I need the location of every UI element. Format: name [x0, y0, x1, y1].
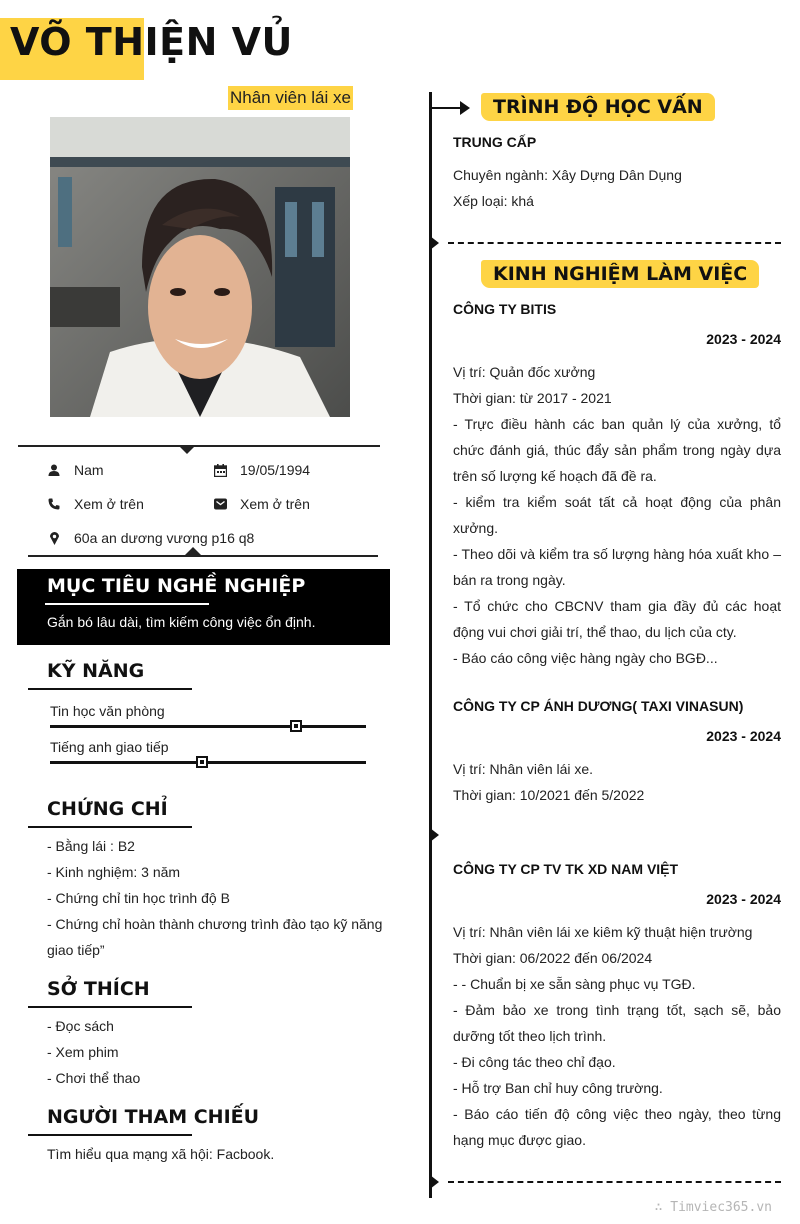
education-title: TRÌNH ĐỘ HỌC VẤN: [481, 93, 715, 121]
email-value: Xem ở trên: [240, 496, 310, 512]
map-pin-icon: [47, 531, 61, 545]
education-rank: Xếp loại: khá: [453, 193, 534, 209]
info-gender: [47, 462, 104, 478]
references-text: Tìm hiểu qua mạng xã hội: Facbook.: [47, 1146, 275, 1162]
job-line: - Theo dõi và kiểm tra số lượng hàng hóa xuất kho – bán ra trong ngày.: [453, 546, 781, 588]
certificate-item: - Kinh nghiệm: 3 năm: [47, 864, 181, 880]
objective-underline: [45, 603, 209, 605]
info-divider-top: [18, 445, 380, 447]
candidate-name: VÕ THIỆN VỦ: [10, 20, 293, 64]
timeline-line: [429, 92, 432, 1198]
skill-label: Tin học văn phòng: [50, 703, 165, 719]
job-line: Thời gian: 10/2021 đến 5/2022: [453, 787, 645, 803]
job-description: [453, 756, 781, 808]
timeline-marker: [430, 828, 439, 842]
skills-underline: [28, 688, 192, 690]
job-line: - Trực điều hành các ban quản lý của xưởng, tổ chức đánh giá, thúc đẩy sản phẩm trong ngày dựa trên số lượng kế hoạch đã đề ra.: [453, 416, 781, 484]
job-company: CÔNG TY BITIS: [453, 301, 557, 317]
timeline-arrow-head: [460, 101, 470, 115]
timeline-marker: [430, 1175, 439, 1189]
job-line: - Hỗ trợ Ban chỉ huy công trường.: [453, 1080, 663, 1096]
info-birthdate: [213, 462, 310, 478]
objective-text: Gắn bó lâu dài, tìm kiếm công việc ổn định.: [47, 614, 316, 630]
profile-photo-image: [50, 117, 350, 417]
info-divider-bottom: [28, 555, 378, 557]
certificate-item: - Chứng chỉ hoàn thành chương trình đào tạo kỹ năng giao tiếp”: [47, 916, 383, 958]
hobbies-heading: [28, 978, 192, 1008]
gender-value: Nam: [74, 462, 104, 478]
education-major: Chuyên ngành: Xây Dựng Dân Dụng: [453, 167, 682, 183]
education-details: [453, 162, 781, 214]
references-underline: [28, 1134, 192, 1136]
objective-section: [17, 569, 390, 645]
certificates-heading: [28, 798, 192, 828]
job-line: - kiểm tra kiểm soát tất cả hoạt động của phân xưởng.: [453, 494, 781, 536]
job-period: 2023 - 2024: [706, 331, 781, 347]
job-description: [453, 919, 781, 1153]
objective-title: MỤC TIÊU NGHỀ NGHIỆP: [47, 575, 306, 597]
info-address: [47, 530, 254, 546]
timeline-marker: [430, 236, 439, 250]
job-line: Vị trí: Nhân viên lái xe.: [453, 761, 594, 777]
info-email: [213, 496, 310, 512]
skills-title: KỸ NĂNG: [47, 660, 145, 682]
job-line: Thời gian: 06/2022 đến 06/2024: [453, 950, 653, 966]
hobby-item: - Xem phim: [47, 1044, 119, 1060]
certificate-item: - Chứng chỉ tin học trình độ B: [47, 890, 230, 906]
job-line: - Đi công tác theo chỉ đạo.: [453, 1054, 616, 1070]
section-divider: [448, 1181, 781, 1183]
birthdate-value: 19/05/1994: [240, 462, 311, 478]
job-line: - Báo cáo tiến độ công việc theo ngày, theo từng hạng mục được giao.: [453, 1106, 781, 1148]
certificates-title: CHỨNG CHỈ: [47, 798, 168, 820]
calendar-icon: [213, 463, 227, 477]
certificates-list: [47, 833, 387, 963]
skills-heading: [28, 660, 192, 690]
job-company: CÔNG TY CP TV TK XD NAM VIỆT: [453, 861, 679, 877]
references-title: NGƯỜI THAM CHIẾU: [47, 1106, 260, 1128]
hobbies-list: [47, 1013, 387, 1091]
hobbies-underline: [28, 1006, 192, 1008]
job-line: Vị trí: Quản đốc xưởng: [453, 364, 596, 380]
address-value: 60a an dương vương p16 q8: [74, 530, 255, 546]
education-level: TRUNG CẤP: [453, 134, 537, 150]
job-line: - Đảm bảo xe trong tình trạng tốt, sạch sẽ, bảo dưỡng tốt theo lịch trình.: [453, 1002, 781, 1044]
skill-bar: [50, 725, 366, 728]
job-title: Nhân viên lái xe: [228, 86, 353, 110]
job-line: Vị trí: Nhân viên lái xe kiêm kỹ thuật hiện trường: [453, 924, 753, 940]
user-icon: [47, 463, 61, 477]
job-period: 2023 - 2024: [706, 891, 781, 907]
phone-icon: [47, 497, 61, 511]
experience-title: KINH NGHIỆM LÀM VIỆC: [481, 260, 759, 288]
skill-level-marker: [196, 756, 208, 768]
job-company: CÔNG TY CP ÁNH DƯƠNG( TAXI VINASUN): [453, 698, 744, 714]
job-period: 2023 - 2024: [706, 728, 781, 744]
certificate-item: - Bằng lái : B2: [47, 838, 135, 854]
section-divider: [448, 242, 781, 244]
hobbies-title: SỞ THÍCH: [47, 978, 150, 1000]
job-line: - - Chuẩn bị xe sẵn sàng phục vụ TGĐ.: [453, 976, 696, 992]
watermark: ∴ Timviec365.vn: [654, 1200, 772, 1215]
profile-photo: [50, 117, 350, 417]
skill-level-marker: [290, 720, 302, 732]
timeline-arrow-stem: [432, 107, 462, 109]
job-description: [453, 359, 781, 671]
job-line: - Tổ chức cho CBCNV tham gia đầy đủ các hoạt động vui chơi giải trí, thể thao, du lịch của cty.: [453, 598, 781, 640]
references-heading: [28, 1106, 259, 1136]
hobby-item: - Đọc sách: [47, 1018, 114, 1034]
skill-bar: [50, 761, 366, 764]
job-line: - Báo cáo công việc hàng ngày cho BGĐ...: [453, 650, 718, 666]
job-line: Thời gian: từ 2017 - 2021: [453, 390, 612, 406]
hobby-item: - Chơi thể thao: [47, 1070, 141, 1086]
certificates-underline: [28, 826, 192, 828]
email-icon: [213, 497, 227, 511]
phone-value: Xem ở trên: [74, 496, 144, 512]
skill-label: Tiếng anh giao tiếp: [50, 739, 169, 755]
info-phone: [47, 496, 144, 512]
